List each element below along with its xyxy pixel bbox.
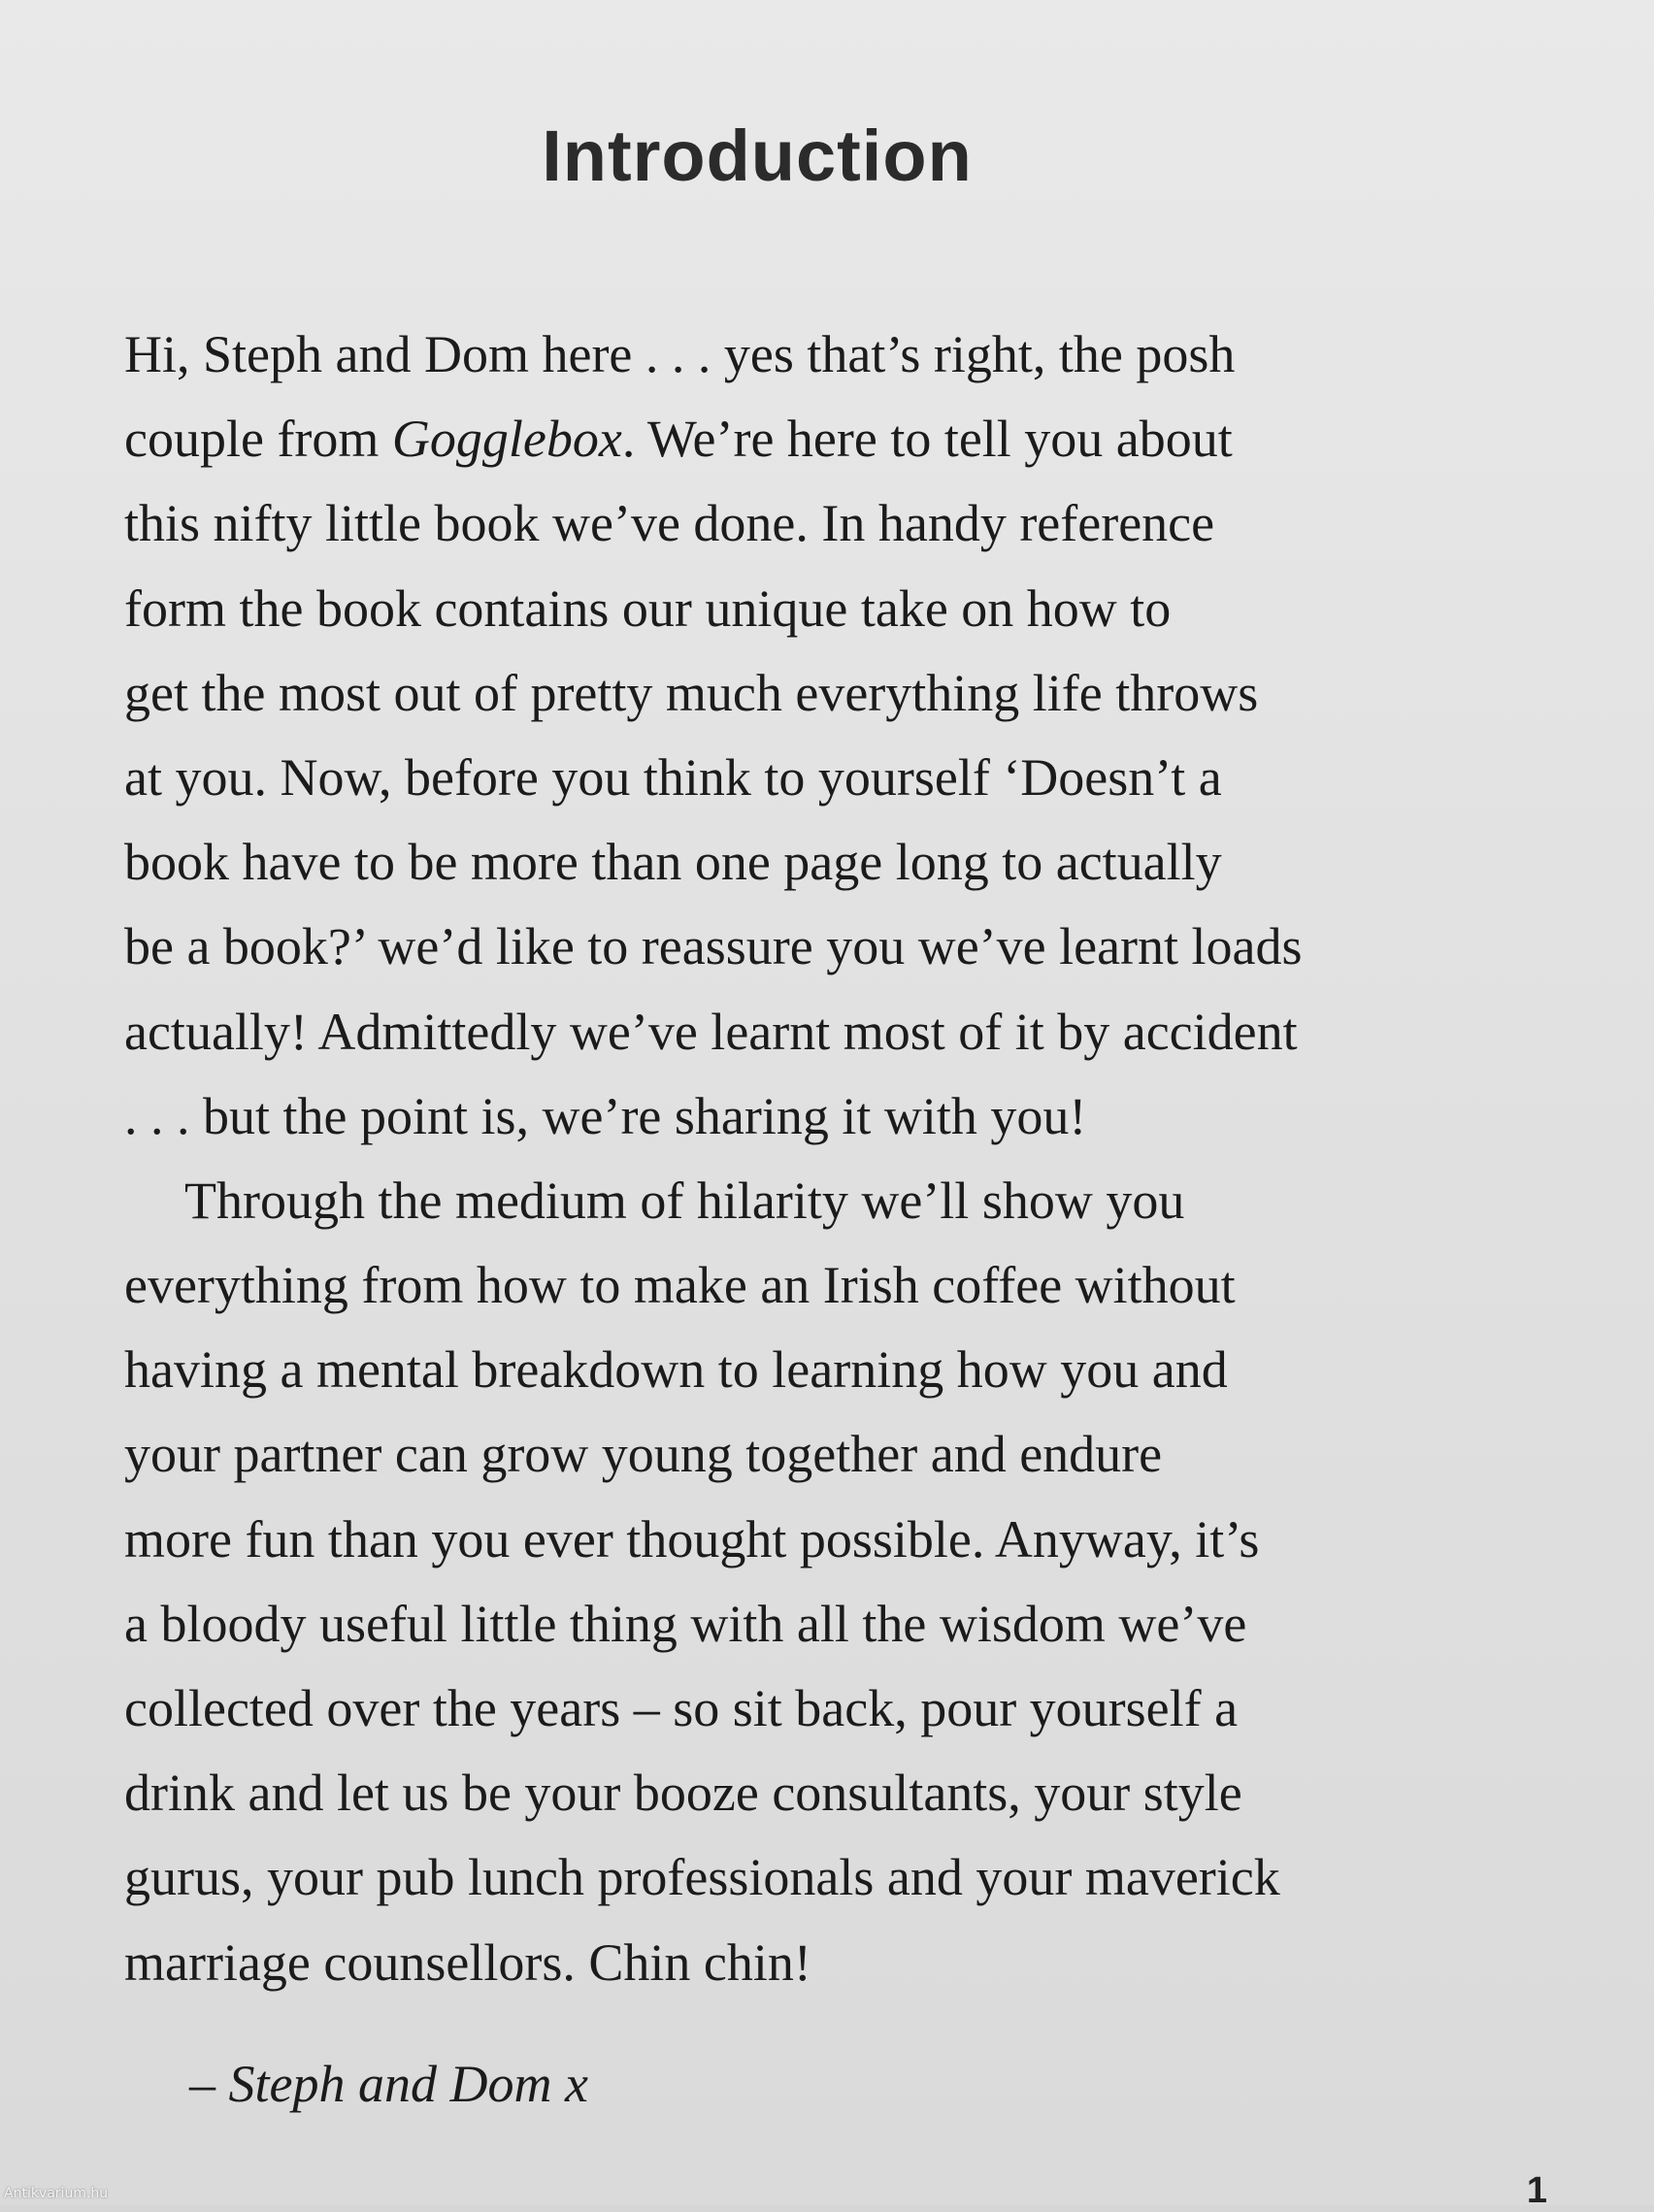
text-line: drink and let us be your booze consultants, your style	[124, 1764, 1242, 1823]
text-line: more fun than you ever thought possible. Anyway, it’s	[124, 1509, 1260, 1568]
text-line	[124, 397, 1415, 481]
text-line: get the most out of pretty much everything life throws	[124, 663, 1259, 722]
text-line: . . . but the point is, we’re sharing it with you!	[124, 1086, 1087, 1145]
text-line: collected over the years – so sit back, pour yourself a	[124, 1679, 1239, 1737]
text-line: your partner can grow young together and endure	[124, 1425, 1163, 1484]
text-line: this nifty little book we’ve done. In handy reference	[124, 494, 1215, 553]
text-fragment: . We’re here to tell you about	[621, 410, 1233, 469]
text-line: book have to be more than one page long to actually	[124, 833, 1222, 892]
text-line: Through the medium of hilarity we’ll show you	[184, 1171, 1185, 1230]
text-line: gurus, your pub lunch professionals and your maverick	[124, 1848, 1280, 1907]
introduction-text	[124, 313, 1415, 2005]
watermark: Antikvarium.hu	[4, 2186, 109, 2201]
text-line: at you. Now, before you think to yourself ‘Doesn’t a	[124, 747, 1222, 807]
text-line: form the book contains our unique take on how to	[124, 578, 1172, 638]
text-fragment: couple from	[124, 410, 392, 469]
text-line: marriage counsellors. Chin chin!	[124, 1932, 811, 1992]
signoff: – Steph and Dom x	[189, 2055, 588, 2113]
text-line: having a mental breakdown to learning how you and	[124, 1340, 1228, 1400]
text-line: actually! Admittedly we’ve learnt most of it by accident	[124, 1002, 1298, 1061]
text-line: everything from how to make an Irish coffee without	[124, 1256, 1236, 1315]
text-line: be a book?’ we’d like to reassure you we’ve learnt loads	[124, 917, 1303, 976]
page-title: Introduction	[542, 116, 973, 196]
show-title: Gogglebox	[391, 410, 622, 469]
text-line: Hi, Steph and Dom here . . . yes that’s right, the posh	[124, 325, 1236, 383]
page-number: 1	[1526, 2170, 1547, 2211]
text-line: a bloody useful little thing with all the wisdom we’ve	[124, 1594, 1247, 1653]
